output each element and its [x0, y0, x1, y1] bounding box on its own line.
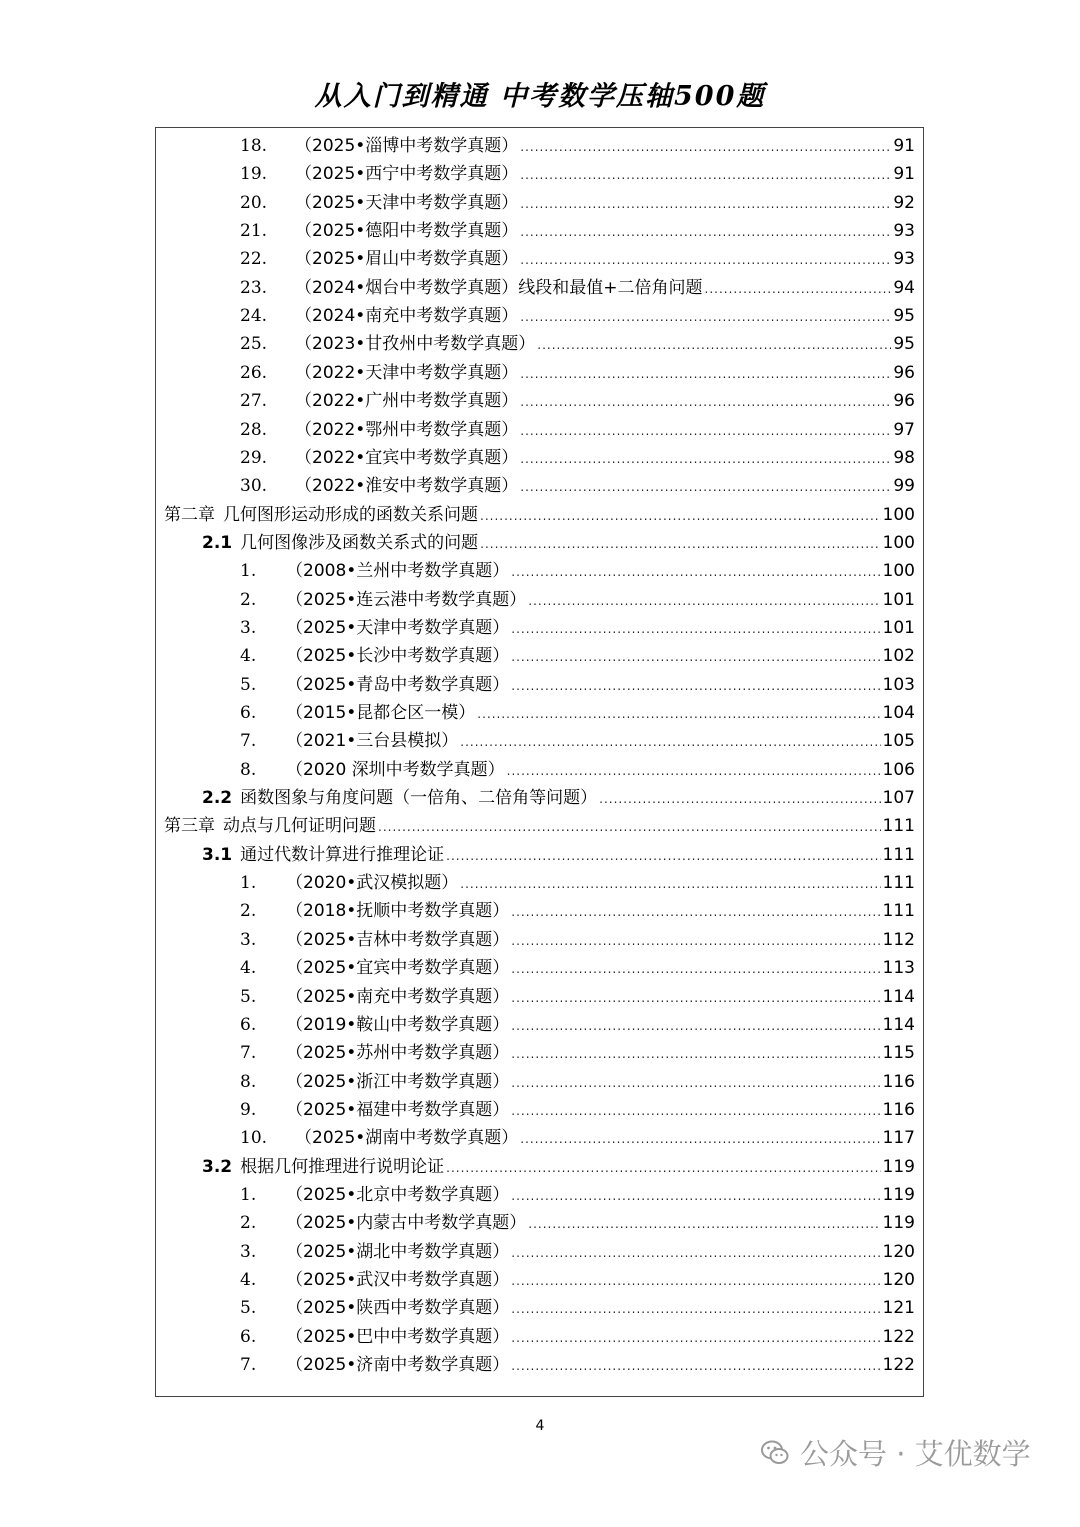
toc-entry-title: （2025•湖南中考数学真题） [295, 1128, 519, 1149]
toc-leader-dots [520, 445, 891, 473]
toc-entry-page: 107 [882, 788, 915, 809]
toc-entry-number: 22. [240, 249, 268, 270]
toc-leader-dots [511, 1182, 880, 1210]
toc-entry-page: 100 [882, 532, 915, 553]
toc-item-row [240, 1181, 915, 1209]
toc-item-row [240, 1124, 915, 1152]
toc-entry-title: （2022•淮安中考数学真题） [295, 476, 519, 497]
toc-entry-number: 18. [240, 136, 268, 156]
toc-item-row [240, 1096, 915, 1124]
toc-entry-title: （2025•南充中考数学真题） [286, 986, 510, 1007]
toc-entry-title: （2023•甘孜州中考数学真题） [295, 334, 536, 355]
toc-entry-title: （2020•武汉模拟题） [286, 873, 459, 894]
toc-entry-title: （2022•天津中考数学真题） [295, 362, 519, 383]
toc-entry-title: （2025•内蒙古中考数学真题） [286, 1213, 527, 1234]
toc-section-row [202, 529, 915, 557]
toc-section-row [202, 841, 915, 869]
toc-entry-title: （2008•兰州中考数学真题） [286, 561, 510, 582]
toc-leader-dots [511, 898, 880, 926]
toc-item-row [240, 983, 915, 1011]
toc-entry-number: 5. [240, 986, 257, 1007]
toc-leader-dots [520, 161, 891, 189]
toc-item-row [240, 472, 915, 500]
toc-entry-number: 7. [240, 1043, 257, 1064]
toc-entry-page: 121 [882, 1298, 915, 1319]
toc-entry-number: 6. [240, 1326, 257, 1347]
toc-entry-title: （2025•湖北中考数学真题） [286, 1241, 510, 1262]
toc-leader-dots [511, 1324, 880, 1352]
watermark-text: 公众号 · 艾优数学 [800, 1437, 1031, 1471]
toc-entry-title: （2018•抚顺中考数学真题） [286, 901, 510, 922]
toc-entry-title: （2025•北京中考数学真题） [286, 1184, 510, 1205]
toc-entry-number: 29. [240, 447, 268, 468]
toc-item-row [240, 727, 915, 755]
toc-leader-dots [477, 700, 880, 728]
toc-leader-dots [520, 417, 891, 445]
toc-entry-number: 10. [240, 1128, 268, 1149]
toc-item-row [240, 387, 915, 415]
table-of-contents [155, 127, 924, 1397]
toc-item-row [240, 1011, 915, 1039]
toc-entry-page: 122 [882, 1326, 915, 1347]
toc-entry-page: 101 [882, 589, 915, 610]
toc-chapter-row [164, 501, 915, 529]
toc-entry-number: 24. [240, 306, 268, 327]
toc-entry-page: 91 [893, 136, 915, 156]
toc-entry-page: 114 [882, 1014, 915, 1035]
toc-entry-title: （2025•武汉中考数学真题） [286, 1270, 510, 1290]
toc-entry-title: 函数图象与角度问题（一倍角、二倍角等问题） [240, 788, 598, 809]
toc-entry-page: 119 [882, 1156, 915, 1177]
toc-entry-number: 1. [240, 873, 257, 894]
toc-entry-number: 20. [240, 192, 268, 213]
toc-entry-page: 116 [882, 1071, 915, 1092]
toc-entry-number: 30. [240, 476, 268, 497]
toc-entry-page: 99 [893, 476, 915, 497]
toc-entry-title: （2019•鞍山中考数学真题） [286, 1014, 510, 1035]
watermark [760, 1432, 1031, 1473]
toc-leader-dots [511, 643, 880, 671]
toc-entry-title: 动点与几何证明问题 [223, 816, 376, 837]
toc-entry-page: 119 [882, 1213, 915, 1234]
toc-entry-number: 6. [240, 1014, 257, 1035]
toc-entry-page: 94 [893, 277, 915, 298]
toc-entry-title: （2021•三台县模拟） [286, 731, 459, 752]
toc-item-row [240, 416, 915, 444]
toc-entry-number: 9. [240, 1099, 257, 1120]
toc-entry-number: 第二章 [164, 504, 215, 525]
toc-item-row [240, 330, 915, 358]
toc-leader-dots [528, 1210, 880, 1238]
toc-leader-dots [511, 1069, 880, 1097]
toc-entry-title: （2025•青岛中考数学真题） [286, 674, 510, 695]
toc-entry-number: 1. [240, 1184, 257, 1205]
toc-entry-page: 106 [882, 759, 915, 780]
toc-item-row [240, 245, 915, 273]
toc-item-row [240, 926, 915, 954]
toc-leader-dots [511, 1352, 880, 1380]
toc-entry-number: 2.2 [202, 788, 233, 809]
toc-entry-page: 111 [882, 901, 915, 922]
toc-item-row [240, 699, 915, 727]
toc-item-row [240, 671, 915, 699]
toc-entry-page: 120 [882, 1270, 915, 1290]
toc-entry-page: 100 [882, 561, 915, 582]
wechat-icon [760, 1438, 790, 1468]
toc-entry-page: 122 [882, 1355, 915, 1376]
toc-leader-dots [528, 587, 880, 615]
toc-entry-page: 91 [893, 164, 915, 185]
toc-entry-page: 120 [882, 1241, 915, 1262]
toc-entry-number: 19. [240, 164, 268, 185]
toc-entry-page: 104 [882, 703, 915, 723]
toc-item-row [240, 444, 915, 472]
toc-entry-number: 3.1 [202, 844, 233, 865]
toc-entry-title: （2025•淄博中考数学真题） [295, 136, 519, 156]
toc-entry-title: （2020 深圳中考数学真题） [286, 759, 505, 780]
toc-leader-dots [480, 502, 881, 530]
toc-leader-dots [511, 927, 880, 955]
toc-entry-title: （2022•广州中考数学真题） [295, 391, 519, 412]
toc-entry-page: 96 [893, 391, 915, 412]
toc-leader-dots [511, 984, 880, 1012]
toc-entry-number: 23. [240, 277, 268, 298]
toc-entry-title: 几何图形运动形成的函数关系问题 [223, 504, 478, 525]
toc-entry-title: 根据几何推理进行说明论证 [240, 1156, 445, 1177]
toc-entry-page: 111 [882, 844, 915, 865]
page-number: 4 [535, 1418, 545, 1434]
toc-entry-title: （2015•昆都仑区一模） [286, 703, 476, 723]
toc-leader-dots [511, 1040, 880, 1068]
toc-entry-number: 3. [240, 1241, 257, 1262]
toc-entry-title: （2025•浙江中考数学真题） [286, 1071, 510, 1092]
toc-entry-page: 101 [882, 617, 915, 638]
toc-entry-number: 第三章 [164, 816, 215, 837]
toc-leader-dots [520, 1125, 880, 1153]
toc-entry-title: （2025•宜宾中考数学真题） [286, 958, 510, 979]
toc-chapter-row [164, 812, 915, 840]
toc-item-row [240, 302, 915, 330]
toc-entry-number: 2. [240, 901, 257, 922]
toc-entry-title: （2025•长沙中考数学真题） [286, 646, 510, 667]
toc-leader-dots [537, 331, 891, 359]
toc-leader-dots [705, 275, 892, 303]
toc-entry-number: 5. [240, 674, 257, 695]
toc-item-row [240, 359, 915, 387]
toc-entry-number: 7. [240, 1355, 257, 1376]
toc-entry-number: 2. [240, 589, 257, 610]
toc-entry-number: 5. [240, 1298, 257, 1319]
toc-entry-number: 3. [240, 617, 257, 638]
toc-item-row [240, 274, 915, 302]
toc-entry-number: 27. [240, 391, 268, 412]
toc-entry-title: （2025•巴中中考数学真题） [286, 1326, 510, 1347]
toc-item-row [240, 897, 915, 925]
toc-item-row [240, 869, 915, 897]
toc-entry-page: 92 [893, 192, 915, 213]
toc-entry-page: 96 [893, 362, 915, 383]
toc-entry-title: （2025•天津中考数学真题） [286, 617, 510, 638]
toc-leader-dots [507, 757, 881, 785]
toc-item-row [240, 1068, 915, 1096]
toc-item-row [240, 132, 915, 160]
toc-item-row [240, 1238, 915, 1266]
toc-entry-title: （2025•眉山中考数学真题） [295, 249, 519, 270]
toc-item-row [240, 954, 915, 982]
toc-leader-dots [511, 1097, 880, 1125]
toc-item-row [240, 1039, 915, 1067]
toc-item-row [240, 586, 915, 614]
toc-entry-title: （2024•烟台中考数学真题）线段和最值+二倍角问题 [295, 277, 703, 298]
toc-leader-dots [520, 133, 891, 161]
toc-leader-dots [480, 530, 880, 558]
toc-entry-page: 95 [893, 334, 915, 355]
toc-item-row [240, 160, 915, 188]
toc-entry-number: 6. [240, 703, 257, 723]
toc-leader-dots [511, 672, 880, 700]
toc-entry-number: 7. [240, 731, 257, 752]
toc-item-row [240, 1323, 915, 1351]
toc-entry-page: 114 [882, 986, 915, 1007]
toc-leader-dots [511, 1012, 880, 1040]
toc-leader-dots [511, 1239, 880, 1267]
toc-item-row [240, 189, 915, 217]
toc-entry-number: 2. [240, 1213, 257, 1234]
toc-entry-number: 21. [240, 221, 268, 242]
toc-leader-dots [520, 360, 891, 388]
toc-section-row [202, 1153, 915, 1181]
toc-entry-number: 8. [240, 1071, 257, 1092]
toc-section-row [202, 784, 915, 812]
toc-entry-title: （2024•南充中考数学真题） [295, 306, 519, 327]
toc-leader-dots [460, 870, 880, 898]
toc-entry-title: 通过代数计算进行推理论证 [240, 844, 445, 865]
toc-entry-page: 103 [882, 674, 915, 695]
toc-entry-number: 3.2 [202, 1156, 233, 1177]
toc-entry-title: （2025•连云港中考数学真题） [286, 589, 527, 610]
toc-item-row [240, 217, 915, 245]
toc-entry-title: （2025•吉林中考数学真题） [286, 929, 510, 950]
toc-entry-number: 1. [240, 561, 257, 582]
toc-entry-number: 28. [240, 419, 268, 440]
toc-leader-dots [520, 190, 891, 218]
toc-entry-number: 4. [240, 958, 257, 979]
toc-entry-page: 105 [882, 731, 915, 752]
toc-leader-dots [446, 1154, 880, 1182]
toc-entry-number: 4. [240, 1270, 257, 1290]
toc-leader-dots [511, 1267, 880, 1295]
toc-entry-page: 112 [882, 929, 915, 950]
toc-item-row [240, 1294, 915, 1322]
toc-leader-dots [460, 728, 880, 756]
toc-leader-dots [520, 246, 891, 274]
toc-entry-title: （2025•陕西中考数学真题） [286, 1298, 510, 1319]
toc-entry-title: （2025•西宁中考数学真题） [295, 164, 519, 185]
toc-entry-number: 3. [240, 929, 257, 950]
toc-entry-number: 2.1 [202, 532, 233, 553]
toc-leader-dots [520, 218, 891, 246]
toc-item-row [240, 557, 915, 585]
toc-entry-page: 111 [882, 873, 915, 894]
toc-entry-page: 117 [882, 1128, 915, 1149]
toc-item-row [240, 756, 915, 784]
toc-entry-title: （2025•苏州中考数学真题） [286, 1043, 510, 1064]
toc-entry-number: 8. [240, 759, 257, 780]
toc-item-row [240, 614, 915, 642]
toc-entry-page: 97 [893, 419, 915, 440]
toc-entry-page: 111 [882, 816, 915, 837]
toc-entry-page: 113 [882, 958, 915, 979]
toc-entry-title: （2022•宜宾中考数学真题） [295, 447, 519, 468]
toc-leader-dots [511, 615, 880, 643]
toc-leader-dots [446, 842, 880, 870]
toc-entry-title: （2025•德阳中考数学真题） [295, 221, 519, 242]
toc-entry-page: 98 [893, 447, 915, 468]
toc-entry-page: 93 [893, 221, 915, 242]
toc-entry-title: （2025•福建中考数学真题） [286, 1099, 510, 1120]
toc-leader-dots [511, 1295, 880, 1323]
toc-entry-page: 93 [893, 249, 915, 270]
toc-entry-title: 几何图像涉及函数关系式的问题 [240, 532, 479, 553]
toc-entry-page: 95 [893, 306, 915, 327]
toc-entry-page: 119 [882, 1184, 915, 1205]
toc-leader-dots [520, 473, 891, 501]
toc-entry-number: 4. [240, 646, 257, 667]
toc-leader-dots [511, 558, 880, 586]
toc-leader-dots [511, 955, 880, 983]
toc-leader-dots [520, 388, 891, 416]
toc-leader-dots [378, 813, 881, 841]
toc-entry-page: 102 [882, 646, 915, 667]
toc-item-row [240, 642, 915, 670]
toc-leader-dots [520, 303, 891, 331]
toc-entry-title: （2022•鄂州中考数学真题） [295, 419, 519, 440]
toc-leader-dots [599, 785, 880, 813]
toc-entry-title: （2025•天津中考数学真题） [295, 192, 519, 213]
toc-entry-page: 100 [882, 504, 915, 525]
toc-item-row [240, 1351, 915, 1379]
page-header-title: 从入门到精通 中考数学压轴500题 [314, 81, 766, 112]
toc-entry-number: 26. [240, 362, 268, 383]
toc-item-row [240, 1266, 915, 1294]
toc-entry-page: 115 [882, 1043, 915, 1064]
toc-entry-page: 116 [882, 1099, 915, 1120]
toc-entry-title: （2025•济南中考数学真题） [286, 1355, 510, 1376]
toc-item-row [240, 1209, 915, 1237]
toc-entry-number: 25. [240, 334, 268, 355]
